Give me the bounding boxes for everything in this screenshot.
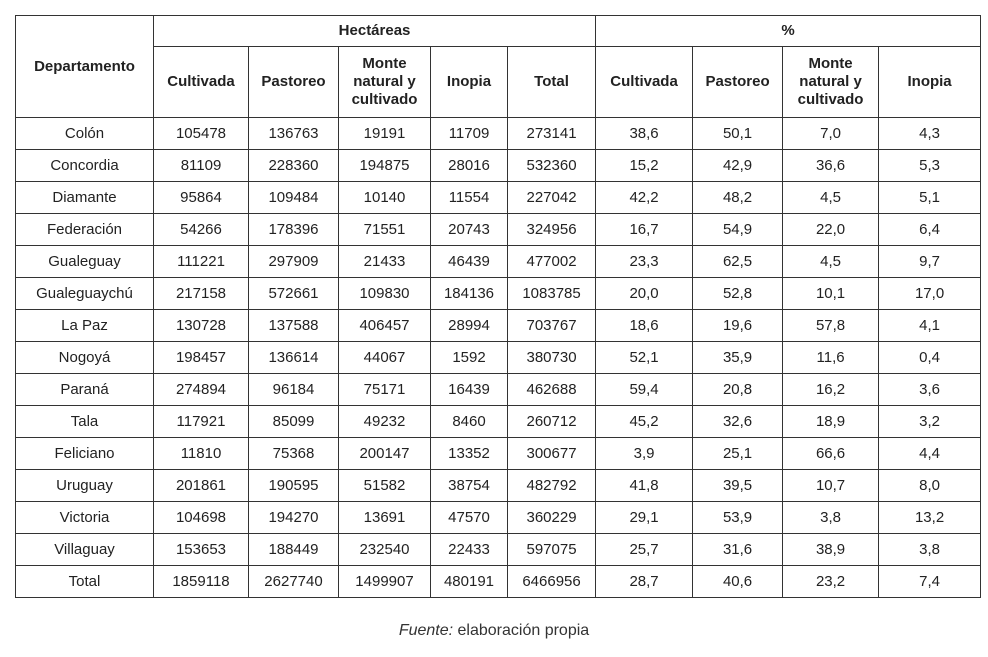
cell-departamento: Victoria [16, 502, 154, 534]
table-row [16, 566, 981, 598]
cell-pct-monte: 38,9 [783, 534, 879, 566]
table-row [16, 534, 981, 566]
cell-ha-monte: 21433 [339, 246, 431, 278]
cell-ha-monte: 1499907 [339, 566, 431, 598]
header-row-groups [16, 16, 981, 47]
table-row [16, 278, 981, 310]
cell-pct-cultivada: 41,8 [596, 470, 693, 502]
cell-ha-inopia: 480191 [431, 566, 508, 598]
cell-departamento: Diamante [16, 182, 154, 214]
cell-ha-monte: 194875 [339, 150, 431, 182]
cell-ha-total: 324956 [508, 214, 596, 246]
cell-ha-cultivada: 201861 [154, 470, 249, 502]
cell-departamento: La Paz [16, 310, 154, 342]
cell-ha-inopia: 184136 [431, 278, 508, 310]
cell-ha-total: 477002 [508, 246, 596, 278]
cell-pct-monte: 10,1 [783, 278, 879, 310]
cell-departamento: Gualeguaychú [16, 278, 154, 310]
cell-ha-inopia: 1592 [431, 342, 508, 374]
cell-departamento: Nogoyá [16, 342, 154, 374]
cell-ha-total: 1083785 [508, 278, 596, 310]
cell-pct-pastoreo: 42,9 [693, 150, 783, 182]
cell-ha-cultivada: 54266 [154, 214, 249, 246]
cell-pct-pastoreo: 25,1 [693, 438, 783, 470]
cell-ha-cultivada: 105478 [154, 118, 249, 150]
cell-ha-cultivada: 95864 [154, 182, 249, 214]
cell-departamento: Federación [16, 214, 154, 246]
table-row [16, 502, 981, 534]
cell-pct-monte: 16,2 [783, 374, 879, 406]
cell-pct-monte: 57,8 [783, 310, 879, 342]
cell-ha-cultivada: 81109 [154, 150, 249, 182]
cell-pct-inopia: 4,1 [879, 310, 981, 342]
cell-ha-pastoreo: 136763 [249, 118, 339, 150]
cell-pct-pastoreo: 32,6 [693, 406, 783, 438]
cell-pct-cultivada: 52,1 [596, 342, 693, 374]
cell-ha-inopia: 28994 [431, 310, 508, 342]
cell-departamento: Paraná [16, 374, 154, 406]
cell-ha-pastoreo: 96184 [249, 374, 339, 406]
cell-ha-monte: 13691 [339, 502, 431, 534]
land-use-table [15, 15, 981, 598]
cell-pct-monte: 22,0 [783, 214, 879, 246]
cell-ha-monte: 406457 [339, 310, 431, 342]
cell-pct-inopia: 7,4 [879, 566, 981, 598]
cell-ha-total: 597075 [508, 534, 596, 566]
cell-pct-pastoreo: 52,8 [693, 278, 783, 310]
cell-pct-pastoreo: 40,6 [693, 566, 783, 598]
cell-pct-pastoreo: 39,5 [693, 470, 783, 502]
cell-ha-total: 260712 [508, 406, 596, 438]
cell-ha-cultivada: 117921 [154, 406, 249, 438]
header-group-hectareas: Hectáreas [154, 16, 596, 47]
cell-ha-cultivada: 153653 [154, 534, 249, 566]
cell-ha-monte: 109830 [339, 278, 431, 310]
cell-pct-pastoreo: 20,8 [693, 374, 783, 406]
cell-ha-total: 482792 [508, 470, 596, 502]
cell-ha-pastoreo: 297909 [249, 246, 339, 278]
cell-departamento: Uruguay [16, 470, 154, 502]
header-group-percent: % [596, 16, 981, 47]
cell-pct-pastoreo: 48,2 [693, 182, 783, 214]
table-row [16, 118, 981, 150]
cell-ha-total: 300677 [508, 438, 596, 470]
cell-ha-pastoreo: 137588 [249, 310, 339, 342]
source-label: Fuente: [398, 622, 454, 639]
cell-pct-inopia: 8,0 [879, 470, 981, 502]
cell-pct-cultivada: 20,0 [596, 278, 693, 310]
cell-ha-inopia: 47570 [431, 502, 508, 534]
cell-ha-pastoreo: 190595 [249, 470, 339, 502]
table-row [16, 438, 981, 470]
cell-departamento: Feliciano [16, 438, 154, 470]
cell-ha-total: 703767 [508, 310, 596, 342]
cell-ha-total: 462688 [508, 374, 596, 406]
cell-pct-monte: 4,5 [783, 246, 879, 278]
cell-pct-cultivada: 38,6 [596, 118, 693, 150]
cell-pct-inopia: 3,6 [879, 374, 981, 406]
table-row [16, 406, 981, 438]
cell-pct-cultivada: 45,2 [596, 406, 693, 438]
cell-pct-inopia: 3,8 [879, 534, 981, 566]
cell-pct-cultivada: 29,1 [596, 502, 693, 534]
header-pct-monte: Monte natural y cultivado [783, 47, 879, 118]
cell-ha-cultivada: 111221 [154, 246, 249, 278]
cell-pct-cultivada: 18,6 [596, 310, 693, 342]
cell-pct-monte: 4,5 [783, 182, 879, 214]
cell-ha-inopia: 11554 [431, 182, 508, 214]
cell-ha-inopia: 16439 [431, 374, 508, 406]
cell-departamento: Tala [16, 406, 154, 438]
cell-pct-cultivada: 42,2 [596, 182, 693, 214]
cell-pct-pastoreo: 35,9 [693, 342, 783, 374]
cell-departamento: Gualeguay [16, 246, 154, 278]
cell-pct-inopia: 4,4 [879, 438, 981, 470]
cell-ha-pastoreo: 572661 [249, 278, 339, 310]
cell-pct-pastoreo: 62,5 [693, 246, 783, 278]
table-row [16, 182, 981, 214]
cell-pct-pastoreo: 53,9 [693, 502, 783, 534]
cell-ha-inopia: 38754 [431, 470, 508, 502]
cell-ha-cultivada: 11810 [154, 438, 249, 470]
cell-ha-monte: 10140 [339, 182, 431, 214]
cell-pct-monte: 23,2 [783, 566, 879, 598]
cell-ha-pastoreo: 228360 [249, 150, 339, 182]
source-text: elaboración propia [453, 622, 590, 639]
cell-pct-monte: 11,6 [783, 342, 879, 374]
cell-pct-pastoreo: 50,1 [693, 118, 783, 150]
cell-ha-cultivada: 274894 [154, 374, 249, 406]
cell-pct-monte: 66,6 [783, 438, 879, 470]
cell-ha-cultivada: 198457 [154, 342, 249, 374]
cell-departamento: Total [16, 566, 154, 598]
cell-ha-total: 227042 [508, 182, 596, 214]
cell-ha-cultivada: 217158 [154, 278, 249, 310]
cell-ha-monte: 232540 [339, 534, 431, 566]
cell-ha-pastoreo: 2627740 [249, 566, 339, 598]
cell-pct-monte: 3,8 [783, 502, 879, 534]
cell-ha-monte: 200147 [339, 438, 431, 470]
table-row [16, 310, 981, 342]
cell-ha-total: 360229 [508, 502, 596, 534]
table-row [16, 342, 981, 374]
cell-pct-inopia: 3,2 [879, 406, 981, 438]
cell-departamento: Concordia [16, 150, 154, 182]
cell-ha-total: 532360 [508, 150, 596, 182]
table-row [16, 150, 981, 182]
cell-pct-cultivada: 16,7 [596, 214, 693, 246]
table-header [16, 16, 981, 118]
cell-ha-inopia: 22433 [431, 534, 508, 566]
header-pct-pastoreo: Pastoreo [693, 47, 783, 118]
cell-pct-inopia: 0,4 [879, 342, 981, 374]
cell-pct-monte: 10,7 [783, 470, 879, 502]
cell-ha-pastoreo: 188449 [249, 534, 339, 566]
table-row [16, 214, 981, 246]
table-row [16, 246, 981, 278]
cell-ha-inopia: 11709 [431, 118, 508, 150]
cell-ha-monte: 71551 [339, 214, 431, 246]
cell-pct-monte: 36,6 [783, 150, 879, 182]
table-row [16, 470, 981, 502]
cell-pct-inopia: 13,2 [879, 502, 981, 534]
cell-pct-cultivada: 3,9 [596, 438, 693, 470]
cell-pct-inopia: 4,3 [879, 118, 981, 150]
cell-ha-total: 380730 [508, 342, 596, 374]
header-ha-inopia: Inopia [431, 47, 508, 118]
header-ha-monte: Monte natural y cultivado [339, 47, 431, 118]
cell-ha-inopia: 46439 [431, 246, 508, 278]
header-pct-cultivada: Cultivada [596, 47, 693, 118]
cell-ha-monte: 44067 [339, 342, 431, 374]
cell-pct-inopia: 5,3 [879, 150, 981, 182]
cell-departamento: Villaguay [16, 534, 154, 566]
cell-ha-inopia: 8460 [431, 406, 508, 438]
cell-pct-inopia: 6,4 [879, 214, 981, 246]
header-pct-inopia: Inopia [879, 47, 981, 118]
header-ha-pastoreo: Pastoreo [249, 47, 339, 118]
cell-ha-pastoreo: 194270 [249, 502, 339, 534]
cell-departamento: Colón [16, 118, 154, 150]
table-body [16, 118, 981, 598]
cell-ha-monte: 49232 [339, 406, 431, 438]
cell-pct-monte: 18,9 [783, 406, 879, 438]
cell-ha-inopia: 13352 [431, 438, 508, 470]
cell-ha-pastoreo: 136614 [249, 342, 339, 374]
cell-ha-pastoreo: 178396 [249, 214, 339, 246]
cell-ha-cultivada: 104698 [154, 502, 249, 534]
cell-pct-pastoreo: 19,6 [693, 310, 783, 342]
cell-pct-pastoreo: 54,9 [693, 214, 783, 246]
cell-pct-cultivada: 25,7 [596, 534, 693, 566]
cell-pct-cultivada: 15,2 [596, 150, 693, 182]
cell-pct-inopia: 5,1 [879, 182, 981, 214]
source-note [0, 622, 988, 640]
cell-pct-monte: 7,0 [783, 118, 879, 150]
header-ha-cultivada: Cultivada [154, 47, 249, 118]
cell-pct-cultivada: 23,3 [596, 246, 693, 278]
cell-pct-cultivada: 59,4 [596, 374, 693, 406]
cell-ha-pastoreo: 75368 [249, 438, 339, 470]
cell-pct-cultivada: 28,7 [596, 566, 693, 598]
cell-ha-monte: 51582 [339, 470, 431, 502]
cell-pct-inopia: 9,7 [879, 246, 981, 278]
cell-ha-monte: 75171 [339, 374, 431, 406]
cell-pct-pastoreo: 31,6 [693, 534, 783, 566]
table-row [16, 374, 981, 406]
cell-ha-monte: 19191 [339, 118, 431, 150]
cell-ha-inopia: 28016 [431, 150, 508, 182]
cell-ha-total: 273141 [508, 118, 596, 150]
header-departamento: Departamento [16, 16, 154, 118]
header-row-columns [16, 47, 981, 118]
cell-pct-inopia: 17,0 [879, 278, 981, 310]
header-ha-total: Total [508, 47, 596, 118]
cell-ha-cultivada: 130728 [154, 310, 249, 342]
cell-ha-inopia: 20743 [431, 214, 508, 246]
cell-ha-pastoreo: 85099 [249, 406, 339, 438]
cell-ha-pastoreo: 109484 [249, 182, 339, 214]
cell-ha-total: 6466956 [508, 566, 596, 598]
cell-ha-cultivada: 1859118 [154, 566, 249, 598]
